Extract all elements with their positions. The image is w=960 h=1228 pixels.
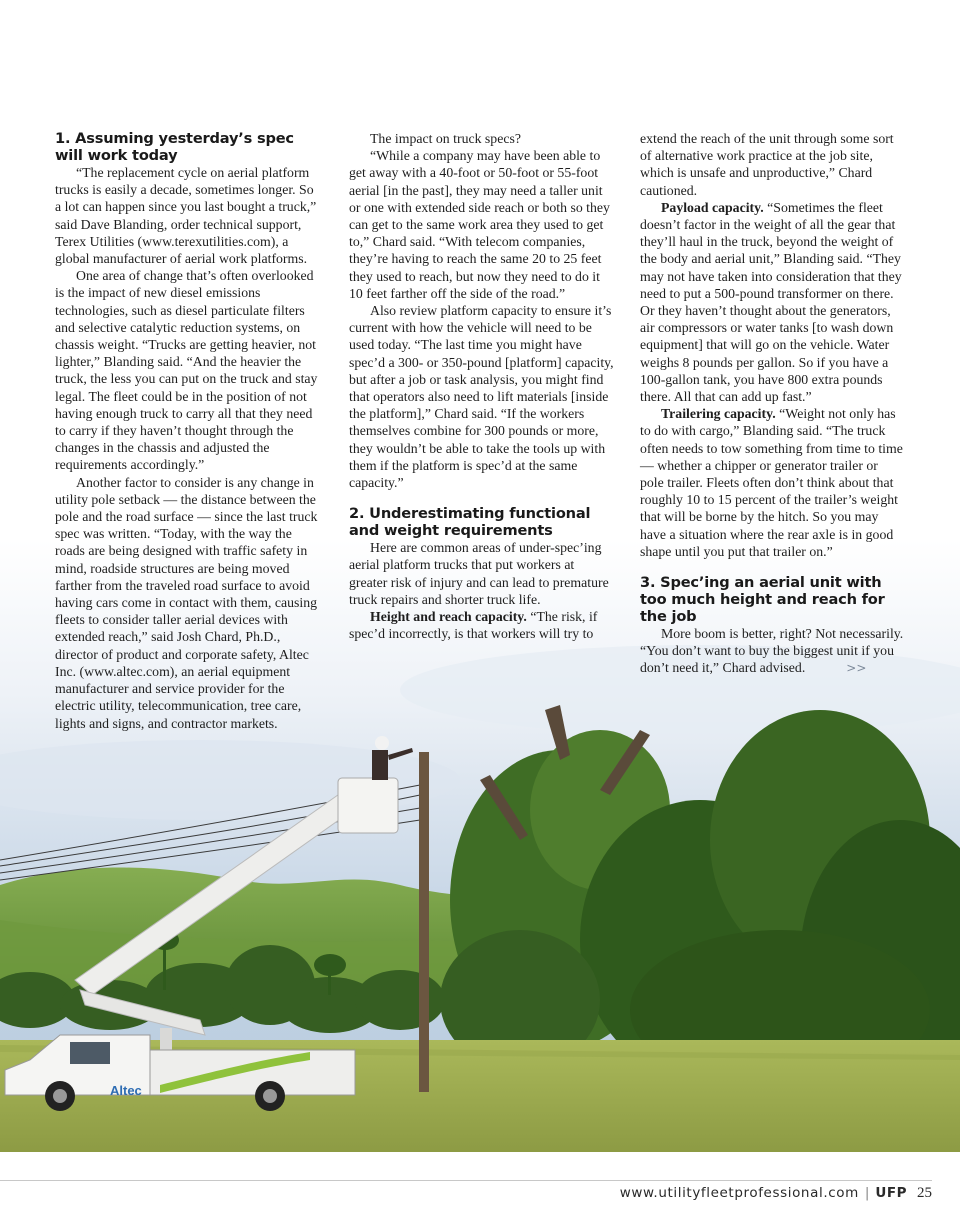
article-column-3: [640, 130, 905, 678]
paragraph: One area of change that’s often overlooked is the impact of new diesel emissions technologies, such as diesel particulate filters and selective catalytic reduction systems, on chassis weight. “Trucks are getting heavier, not lighter,” Blanding said. “And the heavier the truck, the less you can put on the truck and stay legal. The fleet could be in the position of not having enough truck to carry all that they need to carry if they haven’t thought through the changes in the chassis and adjusted the requirements accordingly.”: [55, 268, 318, 473]
continue-arrow-icon: >>: [846, 661, 867, 676]
page-footer: [620, 1185, 932, 1202]
page-number: 25: [917, 1185, 932, 1201]
paragraph: extend the reach of the unit through some sort of alternative work practice at the job site, which is unsafe and unproductive,” Chard cautioned.: [640, 131, 894, 198]
footer-separator: |: [864, 1185, 870, 1201]
footer-divider: [0, 1180, 932, 1181]
paragraph: Also review platform capacity to ensure it’s current with how the vehicle will need to be used today. “The last time you might have spec’d a 300- or 350-pound [platform] capacity, but after a job or task analysis, you might find that operators also need to lift materials [inside the platform],” Chard said. “If the workers themselves combine for 300 pounds or more, they wouldn’t be able to take the tools up with them if the platform is spec’d at the same capacity.”: [349, 303, 614, 491]
paragraph: [640, 199, 905, 405]
paragraph: [349, 608, 614, 642]
paragraph-text: “Sometimes the fleet doesn’t factor in the weight of all the gear that they’ll haul in the truck, beyond the weight of the body and aerial unit,” Blanding said. “They may not have taken into consideration that they need to put a 500-pound transformer on there. Or they haven’t thought about the generators, air compressors or water tanks [to wash down equipment] that will go on the vehicle. Water weighs 8 pounds per gallon. So if you have a 100-gallon tank, you have 800 extra pounds there. All that can add up fast.”: [640, 199, 902, 405]
paragraph: The impact on truck specs?: [370, 131, 521, 146]
paragraph-text: More boom is better, right? Not necessarily. “You don’t want to buy the biggest unit if you don’t need it,” Chard advised.: [640, 626, 904, 676]
paragraph: “While a company may have been able to get away with a 40-foot or 50-foot or 55-foot aerial [in the past], they may need a taller unit or one with extended side reach or both so they can get to the same work area they used to get to,” Chard said. “With telecom companies, they’re having to reach the same 20 to 25 feet they used to reach, but now they need to do it 10 feet farther off the side of the road.”: [349, 148, 610, 301]
lead-in: Payload capacity.: [661, 199, 764, 215]
footer-brand: UFP: [875, 1185, 907, 1201]
truck-logo-text: Altec: [110, 1083, 142, 1098]
lead-in: Height and reach capacity.: [370, 609, 527, 625]
paragraph: Here are common areas of under-spec’ing aerial platform trucks that put workers at greater risk of injury and can lead to premature truck repairs and shorter truck life.: [349, 540, 609, 607]
paragraph: [640, 625, 905, 678]
section-heading-3: 3. Spec’ing an aerial unit with too much height and reach for the job: [640, 574, 885, 626]
section-heading-2: 2. Underestimating functional and weight requirements: [349, 505, 591, 540]
paragraph: Another factor to consider is any change in utility pole setback — the distance between the pole and the road surface — since the last truck spec was written. “Today, with the way the roads are being designed with traffic safety in mind, roadside structures are being moved farther from the traveled road surface to avoid having cars come in contact with them, causing fleets to consider taller aerial devices with extended reach,” said Josh Chard, Ph.D., director of product and corporate safety, Altec Inc. (www.altec.com), an aerial equipment manufacturer and service provider for the electric utility, telecommunication, tree care, lights and signs, and contractor markets.: [55, 474, 318, 731]
footer-url[interactable]: www.utilityfleetprofessional.com: [619, 1185, 859, 1201]
section-heading-1: 1. Assuming yesterday’s spec will work today: [55, 130, 294, 164]
article-column-2: [349, 130, 614, 642]
paragraph-text: “Weight not only has to do with cargo,” Blanding said. “The truck often needs to tow something from time to time — whether a chipper or generator trailer or pole trailer. Fleets often don’t think about that roughly 10 to 15 percent of the trailer’s weight that will be borne by the hitch. So you may have a situation where the rear axle is in good shape until you put that trailer on.”: [640, 406, 903, 559]
lead-in: Trailering capacity.: [661, 406, 776, 422]
paragraph: [640, 405, 905, 560]
utility-pole: [419, 752, 429, 1092]
paragraph-text: “The risk, if spec’d incorrectly, is that workers will try to: [349, 609, 598, 642]
paragraph: “The replacement cycle on aerial platform trucks is easily a decade, sometimes longer. So a lot can happen since you last bought a truck,” said Dave Blanding, order technical support, Terex Utilities (www.terexutilities.com), a global manufacturer of aerial work platforms.: [55, 165, 317, 267]
article-column-1: [55, 130, 319, 732]
